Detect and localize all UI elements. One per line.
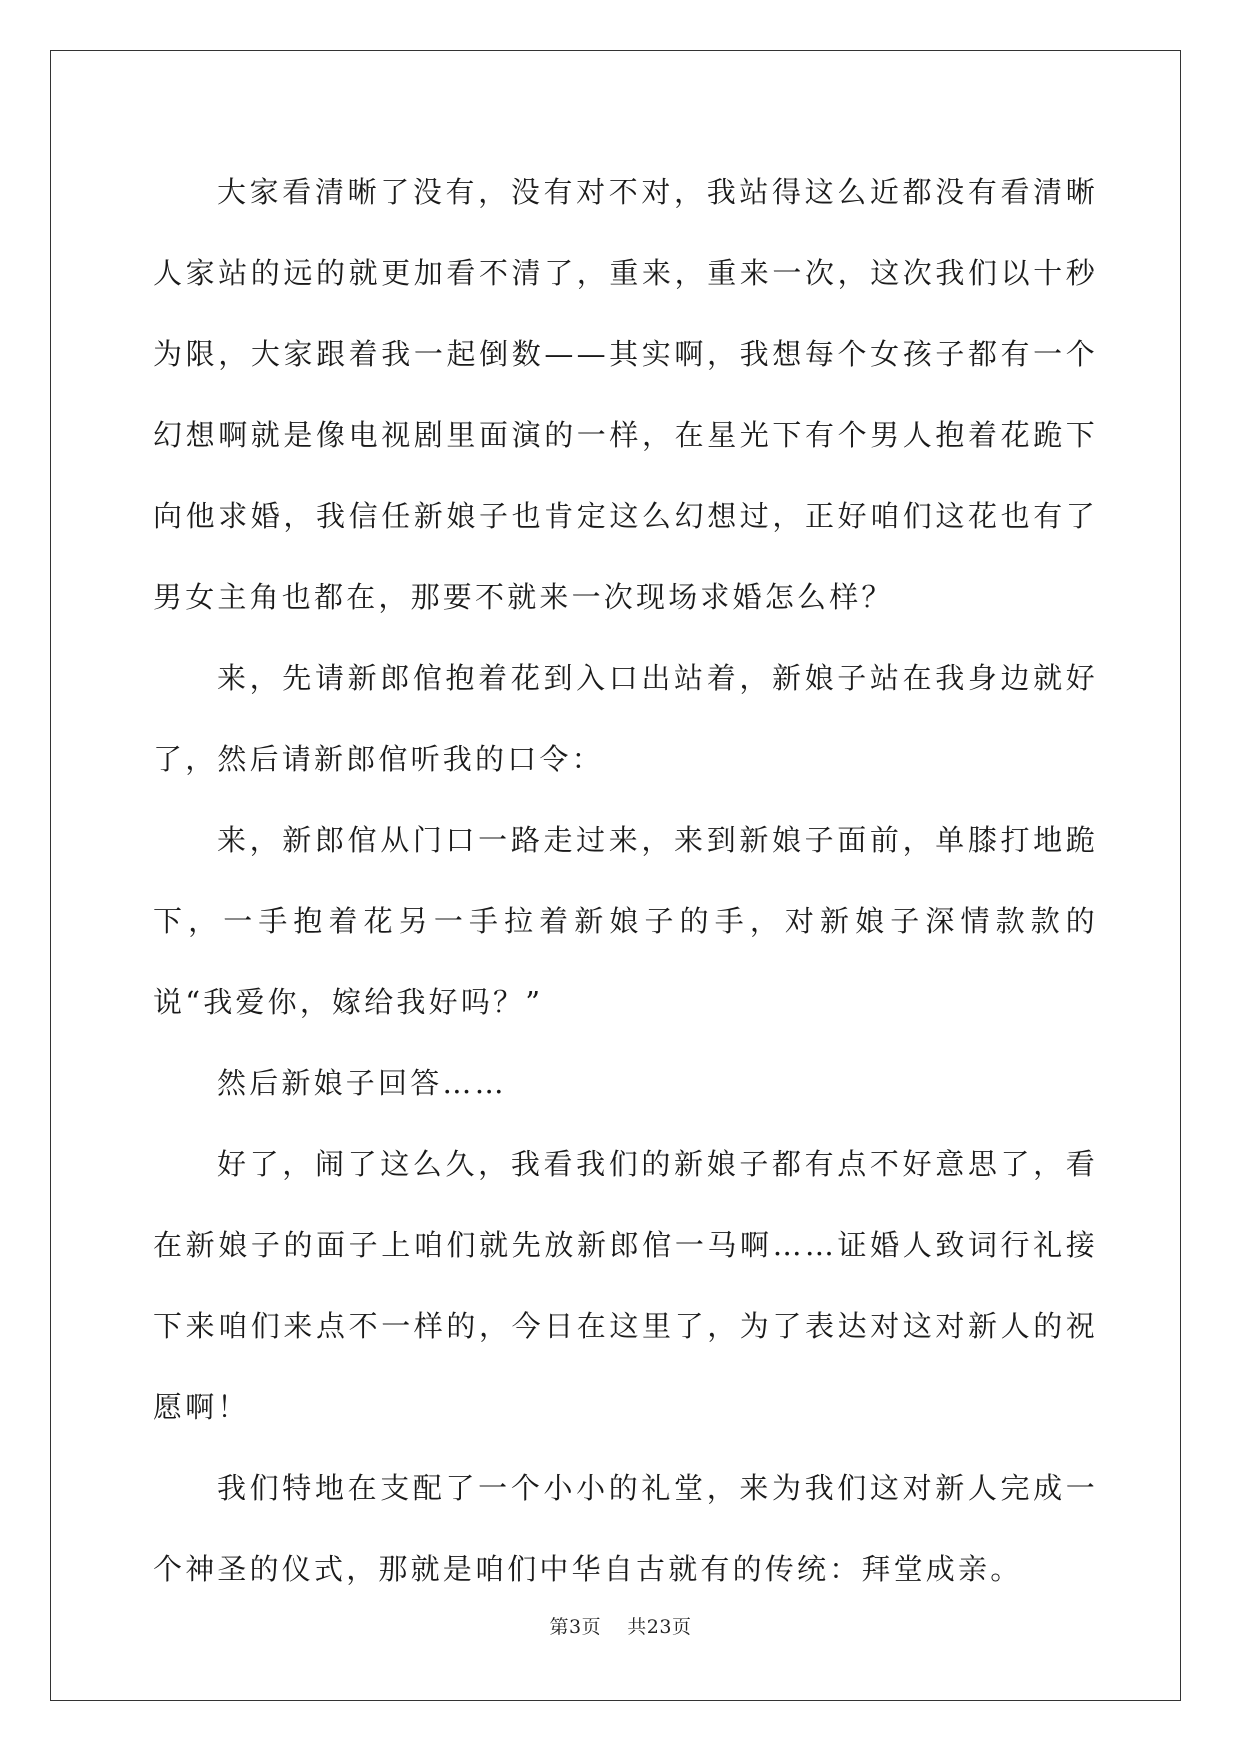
document-body — [153, 152, 1098, 1610]
paragraph-5: 好了，闹了这么久，我看我们的新娘子都有点不好意思了，看在新娘子的面子上咱们就先放新郎倌一马啊……证婚人致词行礼接下来咱们来点不一样的，今日在这里了，为了表达对这对新人的祝愿啊！ — [153, 1147, 1098, 1424]
paragraph-6: 我们特地在支配了一个小小的礼堂，来为我们这对新人完成一个神圣的仪式，那就是咱们中华自古就有的传统：拜堂成亲。 — [153, 1471, 1098, 1586]
paragraph-4: 然后新娘子回答…… — [217, 1066, 507, 1100]
page-number: 第3页 — [549, 1616, 602, 1638]
page-total: 共23页 — [627, 1616, 692, 1638]
paragraph-1: 大家看清晰了没有，没有对不对，我站得这么近都没有看清晰人家站的远的就更加看不清了，重来，重来一次，这次我们以十秒为限，大家跟着我一起倒数——其实啊，我想每个女孩子都有一个幻想啊就是像电视剧里面演的一样，在星光下有个男人抱着花跪下向他求婚，我信任新娘子也肯定这么幻想过，正好咱们这花也有了男女主角也都在，那要不就来一次现场求婚怎么样？ — [153, 175, 1098, 614]
paragraph-2: 来，先请新郎倌抱着花到入口出站着，新娘子站在我身边就好了，然后请新郎倌听我的口令： — [153, 661, 1098, 776]
paragraph-3: 来，新郎倌从门口一路走过来，来到新娘子面前，单膝打地跪下，一手抱着花另一手拉着新娘子的手，对新娘子深情款款的说“我爱你，嫁给我好吗？” — [153, 823, 1098, 1019]
page-footer — [0, 1612, 1241, 1639]
